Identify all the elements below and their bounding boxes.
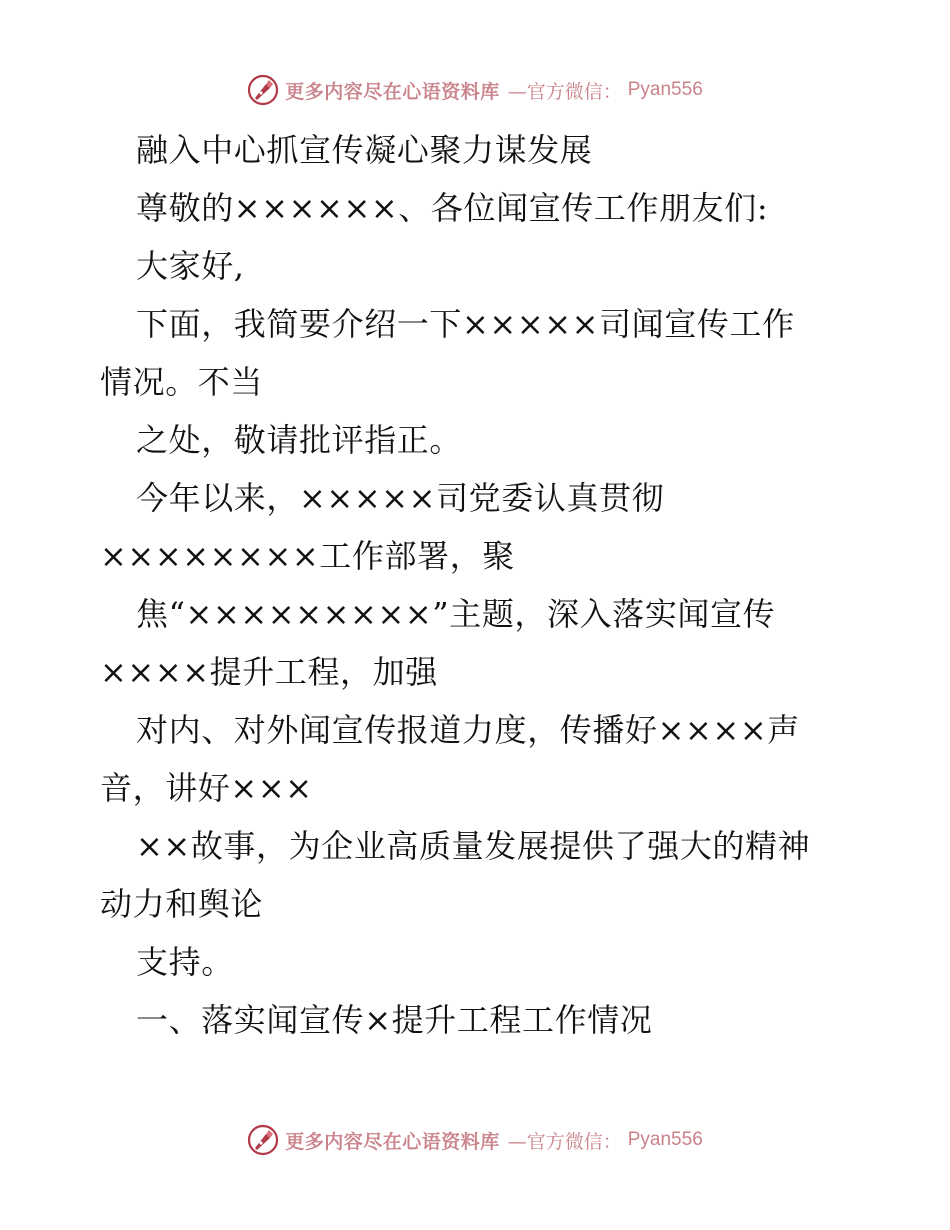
paragraph-line: ××××××××工作部署，聚 [100,537,515,575]
pen-nib-logo-icon [247,1124,279,1156]
footer-banner [0,1120,950,1160]
paragraph-line: 下面，我简要介绍一下×××××司闻宣传工作 [136,305,795,343]
header-banner-title: 更多内容尽在心语资料库 [285,80,500,103]
paragraph-line: 对内、对外闻宣传报道力度，传播好××××声 [136,711,800,749]
section-heading: 一、落实闻宣传×提升工程工作情况 [136,1001,653,1039]
paragraph-line: 今年以来，×××××司党委认真贯彻 [136,479,665,517]
footer-banner-title: 更多内容尽在心语资料库 [285,1130,500,1153]
paragraph-line: ××××提升工程，加强 [100,653,438,691]
paragraph-line: ××故事，为企业高质量发展提供了强大的精神 [136,827,811,865]
footer-banner-separator: —官方微信： [507,1130,622,1153]
greeting: 大家好, [136,247,245,285]
pen-nib-logo-icon [247,74,279,106]
paragraph-line: 动力和舆论 [100,885,264,923]
header-banner-content [247,74,703,106]
footer-banner-content [247,1124,703,1156]
header-banner-separator: —官方微信： [507,80,622,103]
paragraph-line: 焦“×××××××××”主题，深入落实闻宣传 [136,595,776,633]
salutation: 尊敬的××××××、各位闻宣传工作朋友们: [136,189,769,227]
footer-banner-wechat: Pyan556 [627,1129,703,1150]
paragraph-line: 支持。 [136,943,234,981]
paragraph-line: 音，讲好××× [100,769,313,807]
paragraph-line: 之处，敬请批评指正。 [136,421,463,459]
document-body [100,121,860,1049]
paragraph-line: 情况。不当 [100,363,264,401]
header-banner-wechat: Pyan556 [627,79,703,100]
header-banner [0,70,950,110]
document-title: 融入中心抓宣传凝心聚力谋发展 [136,131,593,169]
